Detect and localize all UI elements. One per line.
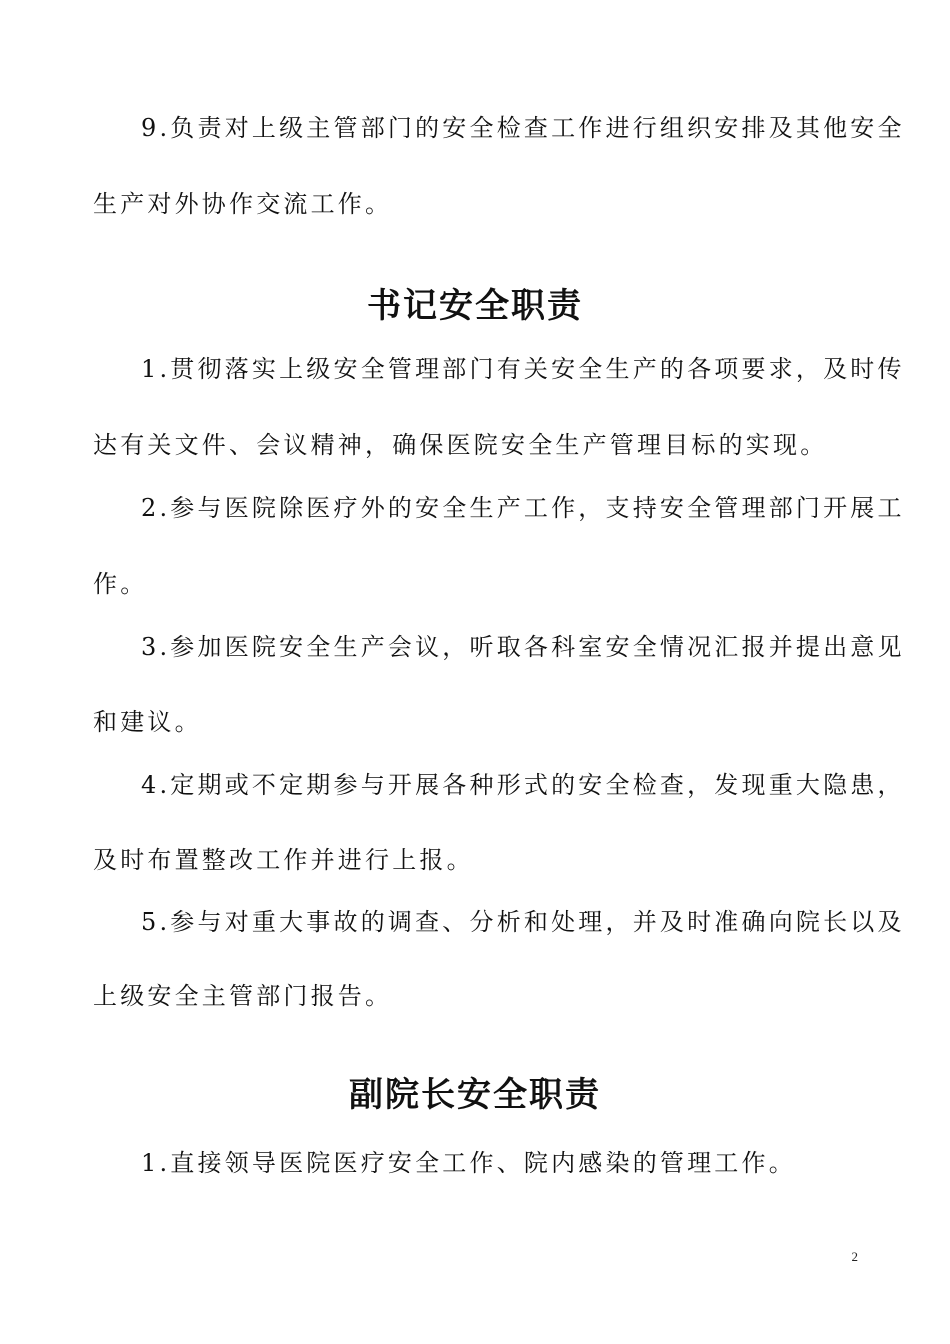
page-number: 2 bbox=[851, 1249, 858, 1264]
secretary-item-3-line-1: 3.参加医院安全生产会议，听取各科室安全情况汇报并提出意见 bbox=[141, 633, 905, 661]
secretary-item-1-line-2: 达有关文件、会议精神，确保医院安全生产管理目标的实现。 bbox=[93, 431, 828, 459]
secretary-item-2-line-1: 2.参与医院除医疗外的安全生产工作，支持安全管理部门开展工 bbox=[141, 494, 905, 522]
vice-president-item-1-line-1: 1.直接领导医院医疗安全工作、院内感染的管理工作。 bbox=[141, 1149, 796, 1177]
secretary-item-3-line-2: 和建议。 bbox=[93, 708, 202, 736]
secretary-item-4-line-2: 及时布置整改工作并进行上报。 bbox=[93, 846, 474, 874]
item-9-line-1: 9.负责对上级主管部门的安全检查工作进行组织安排及其他安全 bbox=[141, 114, 905, 142]
item-9-line-2: 生产对外协作交流工作。 bbox=[93, 190, 393, 218]
secretary-item-2-line-2: 作。 bbox=[93, 570, 148, 598]
section-heading-secretary: 书记安全职责 bbox=[367, 286, 583, 326]
secretary-item-5-line-2: 上级安全主管部门报告。 bbox=[93, 982, 393, 1010]
secretary-item-1-line-1: 1.贯彻落实上级安全管理部门有关安全生产的各项要求，及时传 bbox=[141, 355, 905, 383]
secretary-item-5-line-1: 5.参与对重大事故的调查、分析和处理，并及时准确向院长以及 bbox=[141, 908, 905, 936]
section-heading-vice-president: 副院长安全职责 bbox=[349, 1075, 601, 1115]
secretary-item-4-line-1: 4.定期或不定期参与开展各种形式的安全检查，发现重大隐患， bbox=[141, 771, 905, 799]
